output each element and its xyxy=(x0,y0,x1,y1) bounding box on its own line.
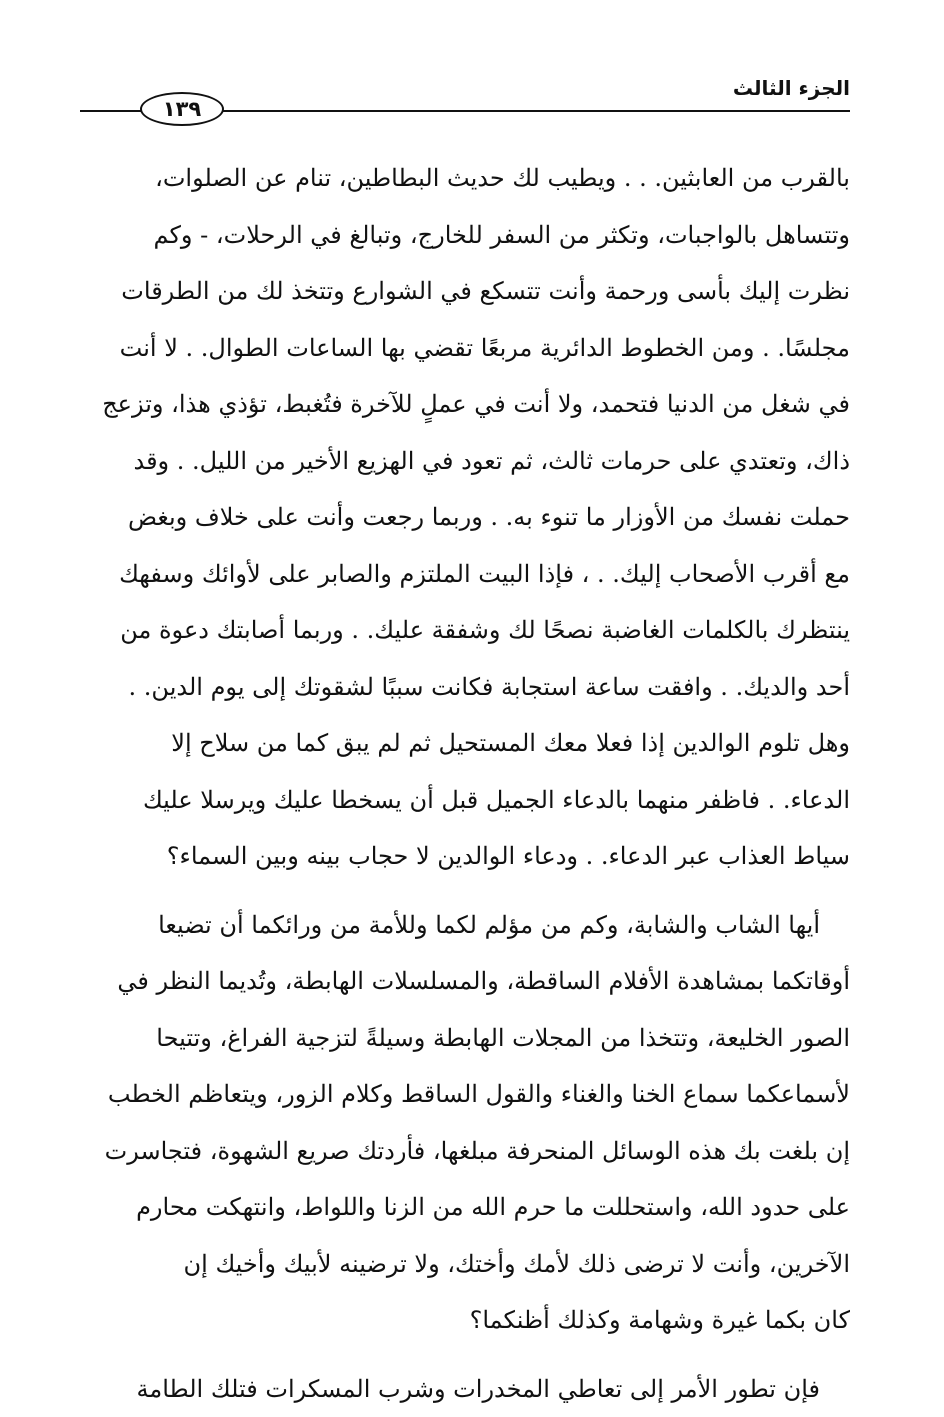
paragraph-2 xyxy=(80,897,850,1349)
text-line: مع أقرب الأصحاب إليك. . ، فإذا البيت الملتزم والصابر على لأوائك وسفهك xyxy=(80,546,850,603)
text-line: أحد والديك. . وافقت ساعة استجابة فكانت سببًا لشقوتك إلى يوم الدين. . xyxy=(80,659,850,716)
text-line: وتتساهل بالواجبات، وتكثر من السفر للخارج، وتبالغ في الرحلات، - وكم xyxy=(80,207,850,264)
text-line: بالقرب من العابثين. . . ويطيب لك حديث البطاطين، تنام عن الصلوات، xyxy=(80,150,850,207)
text-line: حملت نفسك من الأوزار ما تنوء به. . وربما رجعت وأنت على خلاف وبغض xyxy=(80,489,850,546)
text-line: كان بكما غيرة وشهامة وكذلك أظنكما؟ xyxy=(80,1292,850,1349)
body-text xyxy=(80,150,850,1417)
text-line: مجلسًا. . ومن الخطوط الدائرية مربعًا تقضي بها الساعات الطوال. . لا أنت xyxy=(80,320,850,377)
text-line: ذاك، وتعتدي على حرمات ثالث، ثم تعود في الهزيع الأخير من الليل. . وقد xyxy=(80,433,850,490)
text-line: إن بلغت بك هذه الوسائل المنحرفة مبلغها، فأردتك صريع الشهوة، فتجاسرت xyxy=(80,1123,850,1180)
text-line: الآخرين، وأنت لا ترضى ذلك لأمك وأختك، ولا ترضينه لأبيك وأخيك إن xyxy=(80,1236,850,1293)
text-line: أيها الشاب والشابة، وكم من مؤلم لكما وللأمة من ورائكما أن تضيعا xyxy=(80,897,850,954)
text-line: على حدود الله، واستحللت ما حرم الله من الزنا واللواط، وانتهكت محارم xyxy=(80,1179,850,1236)
page-header xyxy=(80,72,850,132)
paragraph-3 xyxy=(80,1361,850,1417)
text-line: وهل تلوم الوالدين إذا فعلا معك المستحيل ثم لم يبق كما من سلاح إلا xyxy=(80,715,850,772)
text-line: الصور الخليعة، وتتخذا من المجلات الهابطة وسيلةً لتزجية الفراغ، وتتيحا xyxy=(80,1010,850,1067)
page-number: ١٣٩ xyxy=(140,92,224,126)
text-line: ينتظرك بالكلمات الغاضبة نصحًا لك وشفقة عليك. . وربما أصابتك دعوة من xyxy=(80,602,850,659)
paragraph-1 xyxy=(80,150,850,885)
running-title: الجزء الثالث xyxy=(733,76,850,100)
text-line: لأسماعكما سماع الخنا والغناء والقول الساقط وكلام الزور، ويتعاظم الخطب xyxy=(80,1066,850,1123)
text-line: نظرت إليك بأسى ورحمة وأنت تتسكع في الشوارع وتتخذ لك من الطرقات xyxy=(80,263,850,320)
text-line: أوقاتكما بمشاهدة الأفلام الساقطة، والمسلسلات الهابطة، وتُديما النظر في xyxy=(80,953,850,1010)
text-line: في شغل من الدنيا فتحمد، ولا أنت في عملٍ للآخرة فتُغبط، تؤذي هذا، وتزعج xyxy=(80,376,850,433)
text-line: فإن تطور الأمر إلى تعاطي المخدرات وشرب المسكرات فتلك الطامة xyxy=(80,1361,850,1417)
text-line: سياط العذاب عبر الدعاء. . ودعاء الوالدين لا حجاب بينه وبين السماء؟ xyxy=(80,828,850,885)
text-line: الدعاء. . فاظفر منهما بالدعاء الجميل قبل أن يسخطا عليك ويرسلا عليك xyxy=(80,772,850,829)
